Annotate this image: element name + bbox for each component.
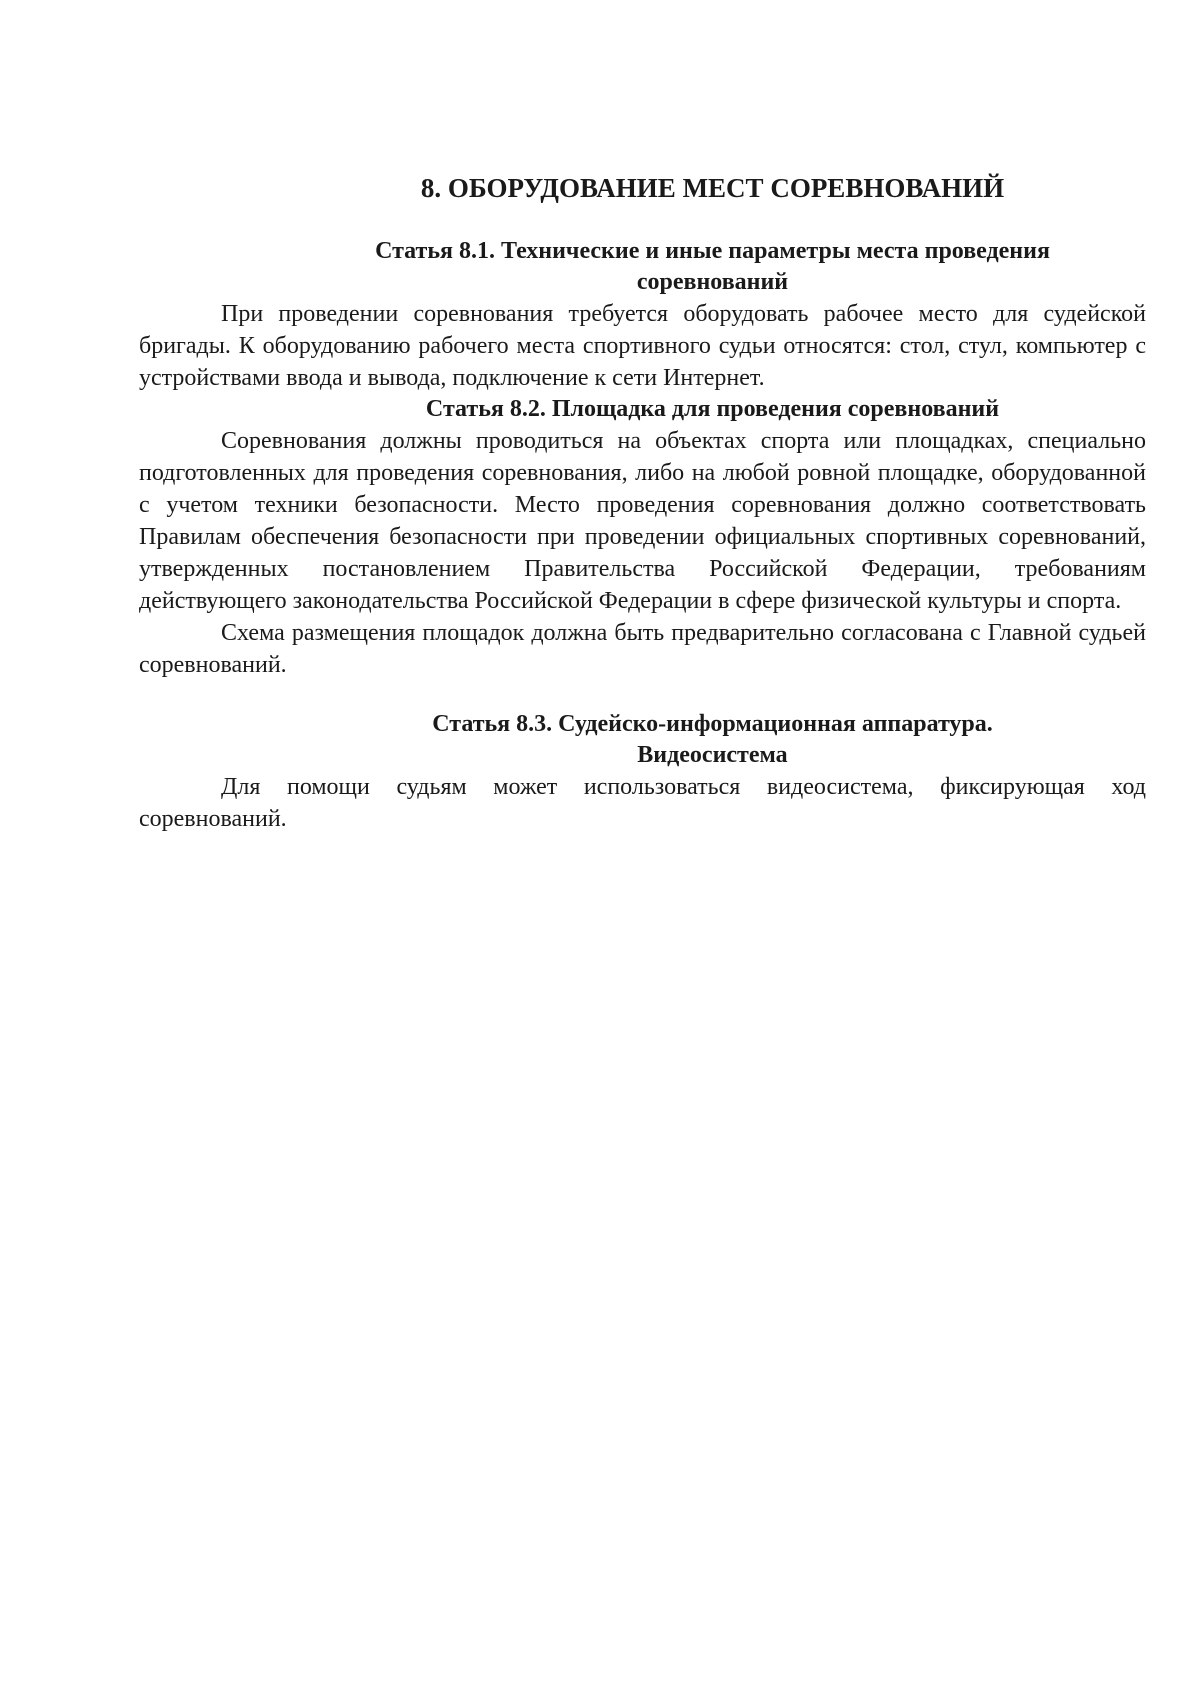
article-8-2: [139, 394, 1146, 681]
article-8-3-title: [139, 709, 1146, 771]
article-8-1-paragraph: При проведении соревнования требуется оборудовать рабочее место для судейской бригады. К оборудованию рабочего места спортивного судьи относятся: стол, стул, компьютер с устройствами ввода и вывода, подключение к сети Интернет.: [139, 301, 1146, 391]
article-8-2-paragraph-1: Соревнования должны проводиться на объектах спорта или площадках, специально подготовленных для проведения соревнования, либо на любой ровной площадке, оборудованной с учетом техники безопасности. Место проведения соревнования должно соответствовать Правилам обеспечения безопасности при проведении официальных спортивных соревнований, утвержденных постановлением Правительства Российской Федерации, требованиям действующего законодательства Российской Федерации в сфере физической культуры и спорта.: [139, 428, 1146, 614]
article-8-2-title-line1: Статья 8.2. Площадка для проведения соревнований: [425, 396, 1000, 422]
article-8-3: [139, 709, 1146, 835]
article-8-1-title: [139, 236, 1146, 298]
article-8-3-paragraph: Для помощи судьям может использоваться видеосистема, фиксирующая ход соревнований.: [139, 774, 1146, 832]
article-8-1: [139, 236, 1146, 394]
article-8-2-paragraph-2: Схема размещения площадок должна быть предварительно согласована с Главной судьей соревнований.: [139, 620, 1146, 678]
article-8-3-title-line1: Статья 8.3. Судейско-информационная аппаратура.: [432, 711, 993, 737]
article-8-3-title-line2: Видеосистема: [637, 742, 788, 768]
document-body: [139, 170, 1146, 835]
article-8-1-title-line1: Статья 8.1. Технические и иные параметры места проведения: [375, 238, 1050, 264]
article-8-2-title: [139, 394, 1146, 425]
article-8-1-title-line2: соревнований: [636, 269, 789, 295]
chapter-title: 8. ОБОРУДОВАНИЕ МЕСТ СОРЕВНОВАНИЙ: [420, 173, 1005, 203]
